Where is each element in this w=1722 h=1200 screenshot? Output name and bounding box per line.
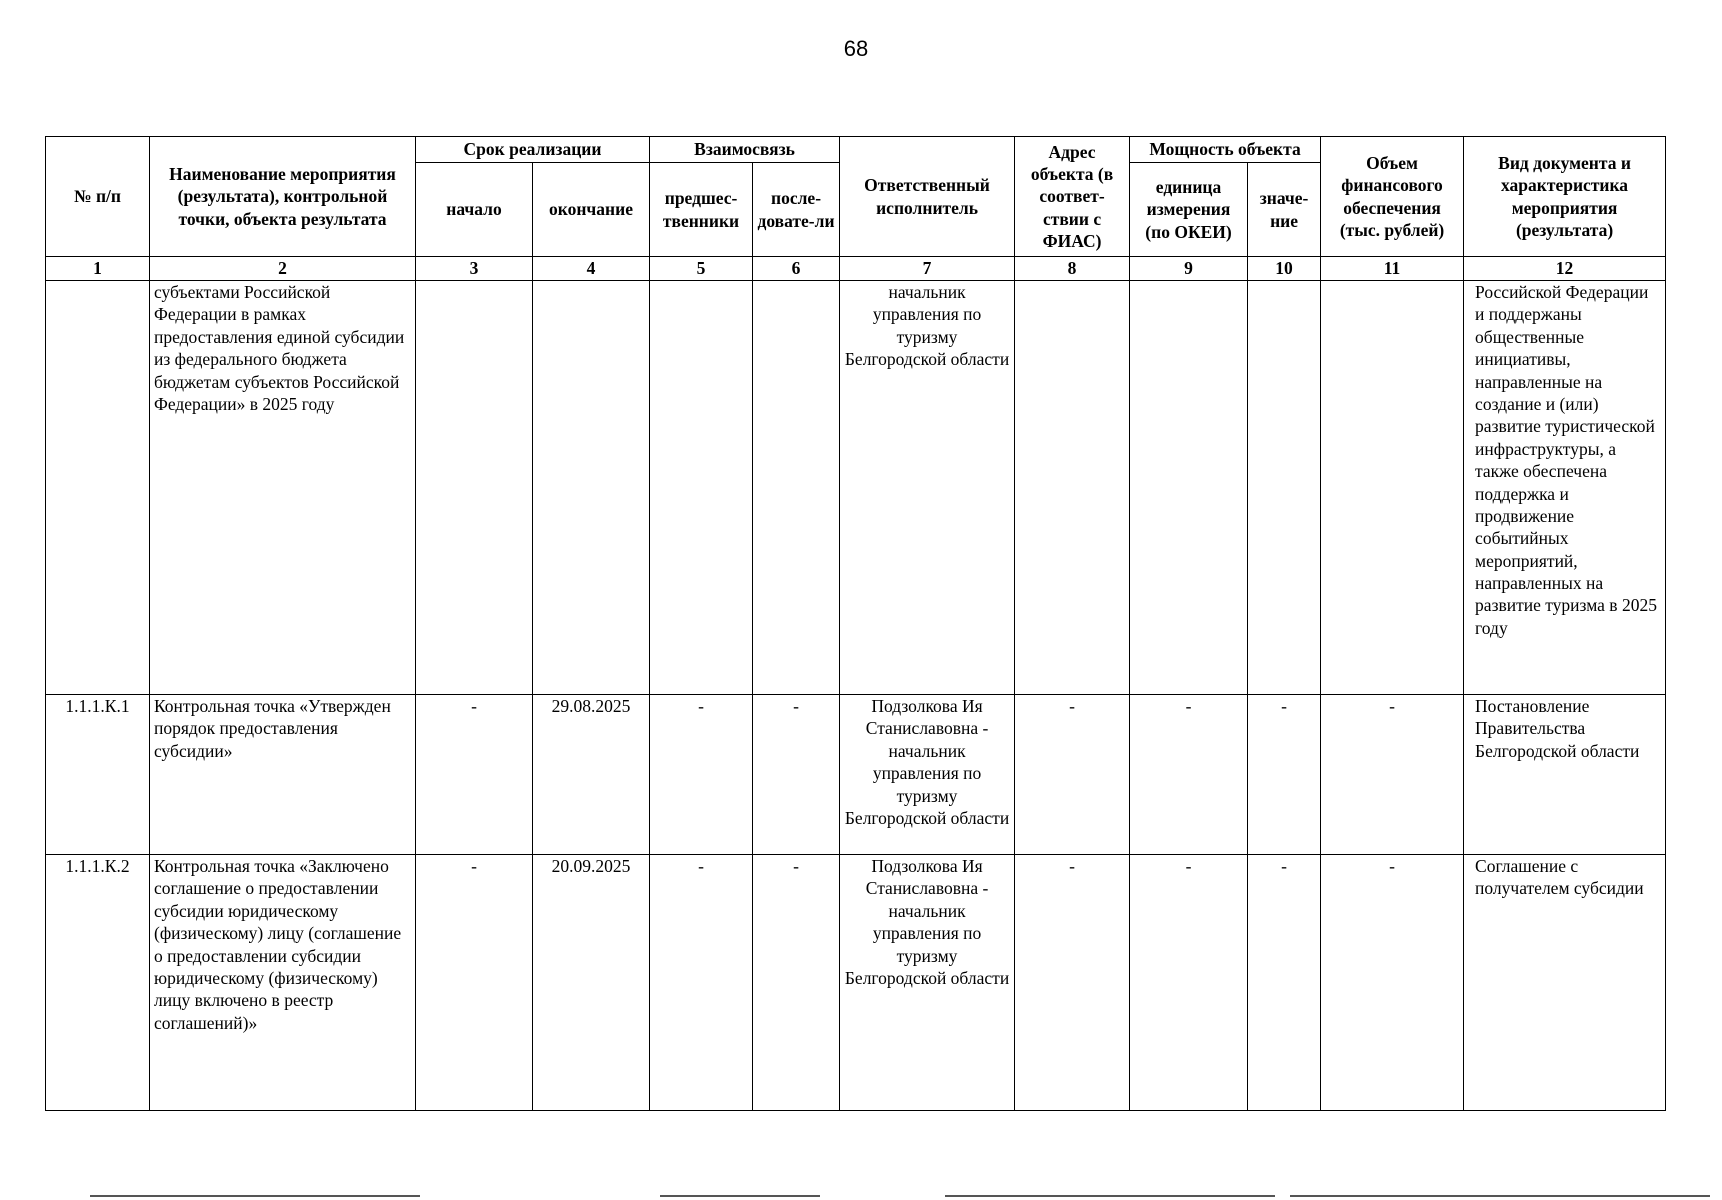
row-address: -	[1015, 695, 1130, 855]
col-number: 10	[1248, 257, 1321, 281]
col-number: 8	[1015, 257, 1130, 281]
header-start: начало	[416, 163, 533, 257]
header-funding: Объем финансового обеспечения (тыс. рублей)	[1321, 137, 1464, 257]
row-doc: Постановление Правительства Белгородской области	[1464, 695, 1666, 855]
header-row-top	[46, 137, 1666, 163]
col-number: 2	[150, 257, 416, 281]
table-row	[46, 855, 1666, 1111]
header-name: Наименование мероприятия (результата), контрольной точки, объекта результата	[150, 137, 416, 257]
col-number: 4	[533, 257, 650, 281]
row-address: -	[1015, 855, 1130, 1111]
header-address: Адрес объекта (в соответ-ствии с ФИАС)	[1015, 137, 1130, 257]
col-number: 7	[840, 257, 1015, 281]
row-value	[1248, 281, 1321, 695]
divider	[1290, 1195, 1710, 1197]
col-number: 12	[1464, 257, 1666, 281]
header-num: № п/п	[46, 137, 150, 257]
row-name: Контрольная точка «Заключено соглашение о предоставлении субсидии юридическому (физическому) лицу (соглашение о предоставлении субсидии юридическому (физическому) лицу включено в реестр соглашений)»	[150, 855, 416, 1111]
row-end: 20.09.2025	[533, 855, 650, 1111]
header-successors: после-довате-ли	[753, 163, 840, 257]
row-predecessors: -	[650, 695, 753, 855]
row-start	[416, 281, 533, 695]
row-address	[1015, 281, 1130, 695]
row-predecessors	[650, 281, 753, 695]
col-number: 3	[416, 257, 533, 281]
header-unit: единица измерения (по ОКЕИ)	[1130, 163, 1248, 257]
header-links: Взаимосвязь	[650, 137, 840, 163]
scan-edge-lines	[0, 1195, 1722, 1199]
col-number: 5	[650, 257, 753, 281]
row-responsible: Подзолкова Ия Станиславовна - начальник управления по туризму Белгородской области	[840, 695, 1015, 855]
row-successors	[753, 281, 840, 695]
row-unit: -	[1130, 695, 1248, 855]
row-predecessors: -	[650, 855, 753, 1111]
header-predecessors: предшес-твенники	[650, 163, 753, 257]
row-value: -	[1248, 695, 1321, 855]
row-num: 1.1.1.К.1	[46, 695, 150, 855]
header-value: значе-ние	[1248, 163, 1321, 257]
row-name: Контрольная точка «Утвержден порядок предоставления субсидии»	[150, 695, 416, 855]
row-start: -	[416, 855, 533, 1111]
row-responsible: начальник управления по туризму Белгородской области	[840, 281, 1015, 695]
row-unit	[1130, 281, 1248, 695]
row-doc: Соглашение с получателем субсидии	[1464, 855, 1666, 1111]
header-end: окончание	[533, 163, 650, 257]
row-responsible: Подзолкова Ия Станиславовна - начальник управления по туризму Белгородской области	[840, 855, 1015, 1111]
row-doc: Российской Федерации и поддержаны общественные инициативы, направленные на создание и (или) развитие туристической инфраструктуры, а также обеспечена поддержка и продвижение событийных мероприятий, направленных на развитие туризма в 2025 году	[1464, 281, 1666, 695]
header-doc: Вид документа и характеристика мероприятия (результата)	[1464, 137, 1666, 257]
row-end	[533, 281, 650, 695]
row-num: 1.1.1.К.2	[46, 855, 150, 1111]
col-number: 11	[1321, 257, 1464, 281]
column-number-row	[46, 257, 1666, 281]
col-number: 6	[753, 257, 840, 281]
row-successors: -	[753, 855, 840, 1111]
divider	[90, 1195, 420, 1197]
row-start: -	[416, 695, 533, 855]
row-unit: -	[1130, 855, 1248, 1111]
header-period: Срок реализации	[416, 137, 650, 163]
header-capacity: Мощность объекта	[1130, 137, 1321, 163]
row-num	[46, 281, 150, 695]
row-successors: -	[753, 695, 840, 855]
divider	[660, 1195, 820, 1197]
row-name: субъектами Российской Федерации в рамках предоставления единой субсидии из федерального бюджета бюджетам субъектов Российской Федерации» в 2025 году	[150, 281, 416, 695]
plan-table	[45, 136, 1666, 1111]
table-row	[46, 695, 1666, 855]
row-value: -	[1248, 855, 1321, 1111]
col-number: 9	[1130, 257, 1248, 281]
table-row	[46, 281, 1666, 695]
row-funding: -	[1321, 695, 1464, 855]
row-funding	[1321, 281, 1464, 695]
row-end: 29.08.2025	[533, 695, 650, 855]
divider	[945, 1195, 1275, 1197]
header-responsible: Ответственный исполнитель	[840, 137, 1015, 257]
page-number: 68	[843, 36, 869, 61]
col-number: 1	[46, 257, 150, 281]
row-funding: -	[1321, 855, 1464, 1111]
